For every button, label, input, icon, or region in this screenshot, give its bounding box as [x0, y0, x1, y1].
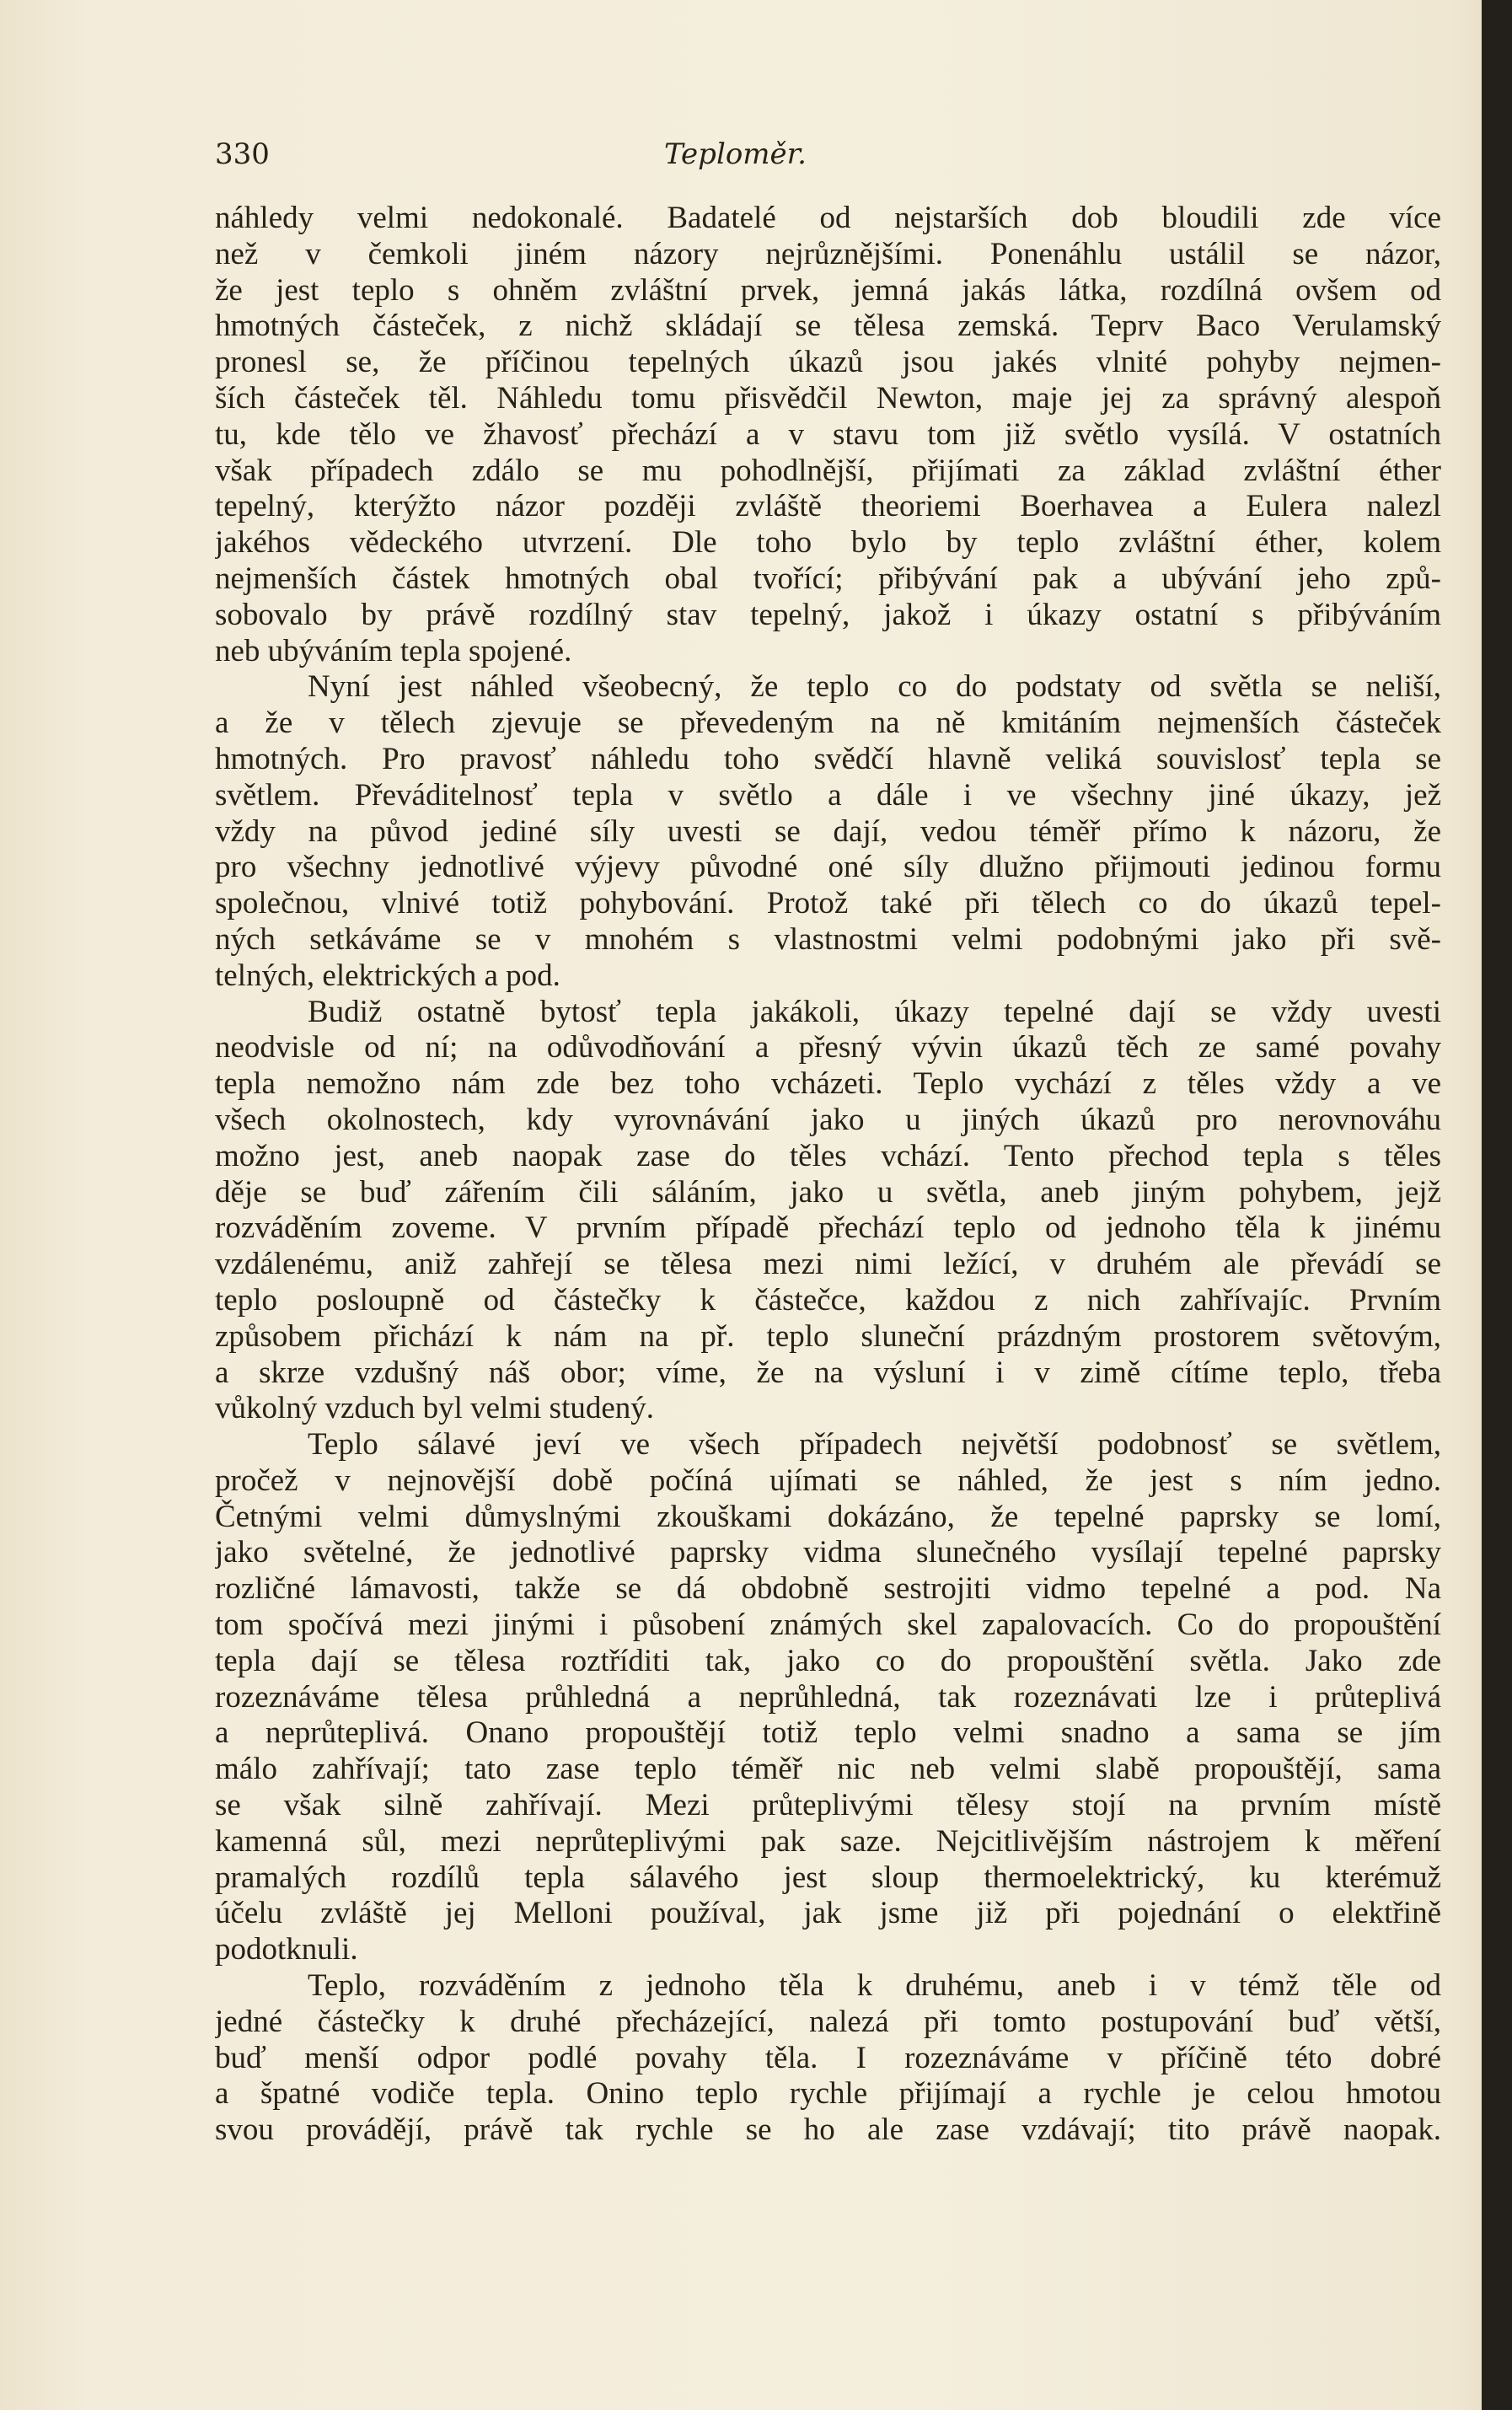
text-line: tepelný, kterýžto názor později zvláště theoriemi Boerhavea a Eulera nalezl [215, 489, 1441, 524]
text-line: nejmenších částek hmotných obal tvořící; přibývání pak a ubývání jeho způ- [215, 561, 1441, 596]
text-line: neb ubýváním tepla spojené. [215, 633, 572, 668]
text-line: Teplo sálavé jeví ve všech případech největší podobnosť se světlem, [308, 1427, 1441, 1463]
text-line: rozličné lámavosti, takže se dá obdobně sestrojiti vidmo tepelné a pod. Na [215, 1571, 1441, 1607]
text-line: a skrze vzdušný náš obor; víme, že na výsluní i v zimě cítíme teplo, třeba [215, 1355, 1441, 1390]
text-line: Teplo, rozváděním z jednoho těla k druhému, aneb i v témž těle od [308, 1968, 1441, 2004]
text-line: pro všechny jednotlivé výjevy původné oné síly dlužno přijmouti jedinou formu [215, 850, 1441, 885]
text-line: Budiž ostatně bytosť tepla jakákoli, úkazy tepelné dají se vždy uvesti [308, 994, 1441, 1029]
text-line: teplo posloupně od částečky k částečce, každou z nich zahřívajíc. Prvním [215, 1282, 1441, 1318]
page-number: 330 [215, 137, 270, 171]
text-line: Četnými velmi důmyslnými zkouškami dokázáno, že tepelné paprsky se lomí, [215, 1499, 1441, 1534]
text-line: všech okolnostech, kdy vyrovnávání jako u jiných úkazů pro nerovnováhu [215, 1102, 1441, 1137]
text-line: že jest teplo s ohněm zvláštní prvek, jemná jakás látka, rozdílná ovšem od [215, 272, 1441, 308]
text-line: rozeznáváme tělesa průhledná a neprůhledná, tak rozeznávati lze i průteplivá [215, 1679, 1441, 1715]
text-line: jedné částečky k druhé přecházející, nalezá při tomto postupování buď větší, [215, 2004, 1441, 2039]
text-line: hmotných částeček, z nichž skládají se tělesa zemská. Teprv Baco Verulamský [215, 309, 1441, 344]
text-line: a špatné vodiče tepla. Onino teplo rychle přijímají a rychle je celou hmotou [215, 2076, 1441, 2112]
text-line: málo zahřívají; tato zase teplo téměř nic neb velmi slabě propouštějí, sama [215, 1752, 1441, 1787]
text-line: vždy na původ jediné síly uvesti se dají, vedou téměř přímo k názoru, že [215, 813, 1441, 849]
text-line: jakéhos vědeckého utvrzení. Dle toho bylo by teplo zvláštní éther, kolem [215, 525, 1441, 561]
text-line: svou provádějí, právě tak rychle se ho ale zase vzdávají; tito právě naopak. [215, 2112, 1441, 2148]
text-line: tepla nemožno nám zde bez toho vcházeti. Teplo vychází z těles vždy a ve [215, 1066, 1441, 1102]
text-line: ných setkáváme se v mnohém s vlastnostmi velmi podobnými jako při svě- [215, 921, 1441, 957]
text-line: než v čemkoli jiném názory nejrůznějšími. Ponenáhlu ustálil se názor, [215, 236, 1441, 271]
paragraph [215, 1427, 1441, 1968]
page-header [215, 137, 1441, 174]
text-line: vzdálenému, aniž zahřejí se tělesa mezi nimi ležící, v druhém ale převádí se [215, 1247, 1441, 1282]
running-title: Teploměr. [664, 137, 807, 171]
text-line: pročež v nejnovější době počíná ujímati se náhled, že jest s ním jedno. [215, 1463, 1441, 1498]
text-line: světlem. Převáditelnosť tepla v světlo a dále i ve všechny jiné úkazy, jež [215, 777, 1441, 813]
body-text [215, 201, 1441, 2149]
text-line: a že v tělech zjevuje se převedeným na ně kmitáním nejmenších částeček [215, 706, 1441, 741]
text-line: se však silně zahřívají. Mezi průteplivými tělesy stojí na prvním místě [215, 1788, 1441, 1823]
text-line: tom spočívá mezi jinými i působení známých skel zapalovacích. Co do propouštění [215, 1608, 1441, 1643]
text-line: způsobem přichází k nám na př. teplo sluneční prázdným prostorem světovým, [215, 1318, 1441, 1354]
text-line: hmotných. Pro pravosť náhledu toho svědčí hlavně veliká souvislosť tepla se [215, 741, 1441, 776]
text-line: buď menší odpor podlé povahy těla. I rozeznáváme v příčině této dobré [215, 2040, 1441, 2075]
text-line: možno jest, aneb naopak zase do těles vchází. Tento přechod tepla s těles [215, 1138, 1441, 1173]
text-line: a neprůteplivá. Onano propouštějí totiž teplo velmi snadno a sama se jím [215, 1715, 1441, 1751]
text-line: společnou, vlnivé totiž pohybování. Protož také při tělech co do úkazů tepel- [215, 886, 1441, 921]
paragraph [215, 201, 1441, 669]
text-line: pramalých rozdílů tepla sálavého jest sloup thermoelektrický, ku kterémuž [215, 1860, 1441, 1895]
text-line: telných, elektrických a pod. [215, 958, 560, 993]
text-line: neodvisle od ní; na odůvodňování a přesný vývin úkazů těch ze samé povahy [215, 1030, 1441, 1065]
text-line: účelu zvláště jej Melloni používal, jak jsme již při pojednání o elektřině [215, 1896, 1441, 1931]
text-line: podotknuli. [215, 1932, 358, 1967]
text-line: jako světelné, že jednotlivé paprsky vidma slunečného vysílají tepelné paprsky [215, 1535, 1441, 1570]
text-line: ších částeček těl. Náhledu tomu přisvědčil Newton, maje jej za správný alespoň [215, 380, 1441, 416]
text-line: děje se buď zářením čili sáláním, jako u světla, aneb jiným pohybem, jejž [215, 1174, 1441, 1210]
text-line: tu, kde tělo ve žhavosť přechází a v stavu tom již světlo vysílá. V ostatních [215, 416, 1441, 452]
text-line: tepla dají se tělesa roztříditi tak, jako co do propouštění světla. Jako zde [215, 1643, 1441, 1678]
text-line: kamenná sůl, mezi neprůteplivými pak saze. Nejcitlivějším nástrojem k měření [215, 1823, 1441, 1859]
text-line: pronesl se, že příčinou tepelných úkazů jsou jakés vlnité pohyby nejmen- [215, 345, 1441, 380]
book-spine-edge [1482, 0, 1512, 2410]
text-line: však případech zdálo se mu pohodlnější, přijímati za základ zvláštní éther [215, 453, 1441, 488]
paragraph [215, 669, 1441, 994]
text-line: Nyní jest náhled všeobecný, že teplo co do podstaty od světla se neliší, [308, 669, 1441, 705]
paragraph [215, 1968, 1441, 2149]
text-line: vůkolný vzduch byl velmi studený. [215, 1391, 655, 1426]
text-line: rozváděním zoveme. V prvním případě přechází teplo od jednoho těla k jinému [215, 1210, 1441, 1246]
paragraph [215, 995, 1441, 1428]
text-line: náhledy velmi nedokonalé. Badatelé od nejstarších dob bloudili zde více [215, 201, 1441, 235]
text-line: sobovalo by právě rozdílný stav tepelný, jakož i úkazy ostatní s přibýváním [215, 597, 1441, 632]
